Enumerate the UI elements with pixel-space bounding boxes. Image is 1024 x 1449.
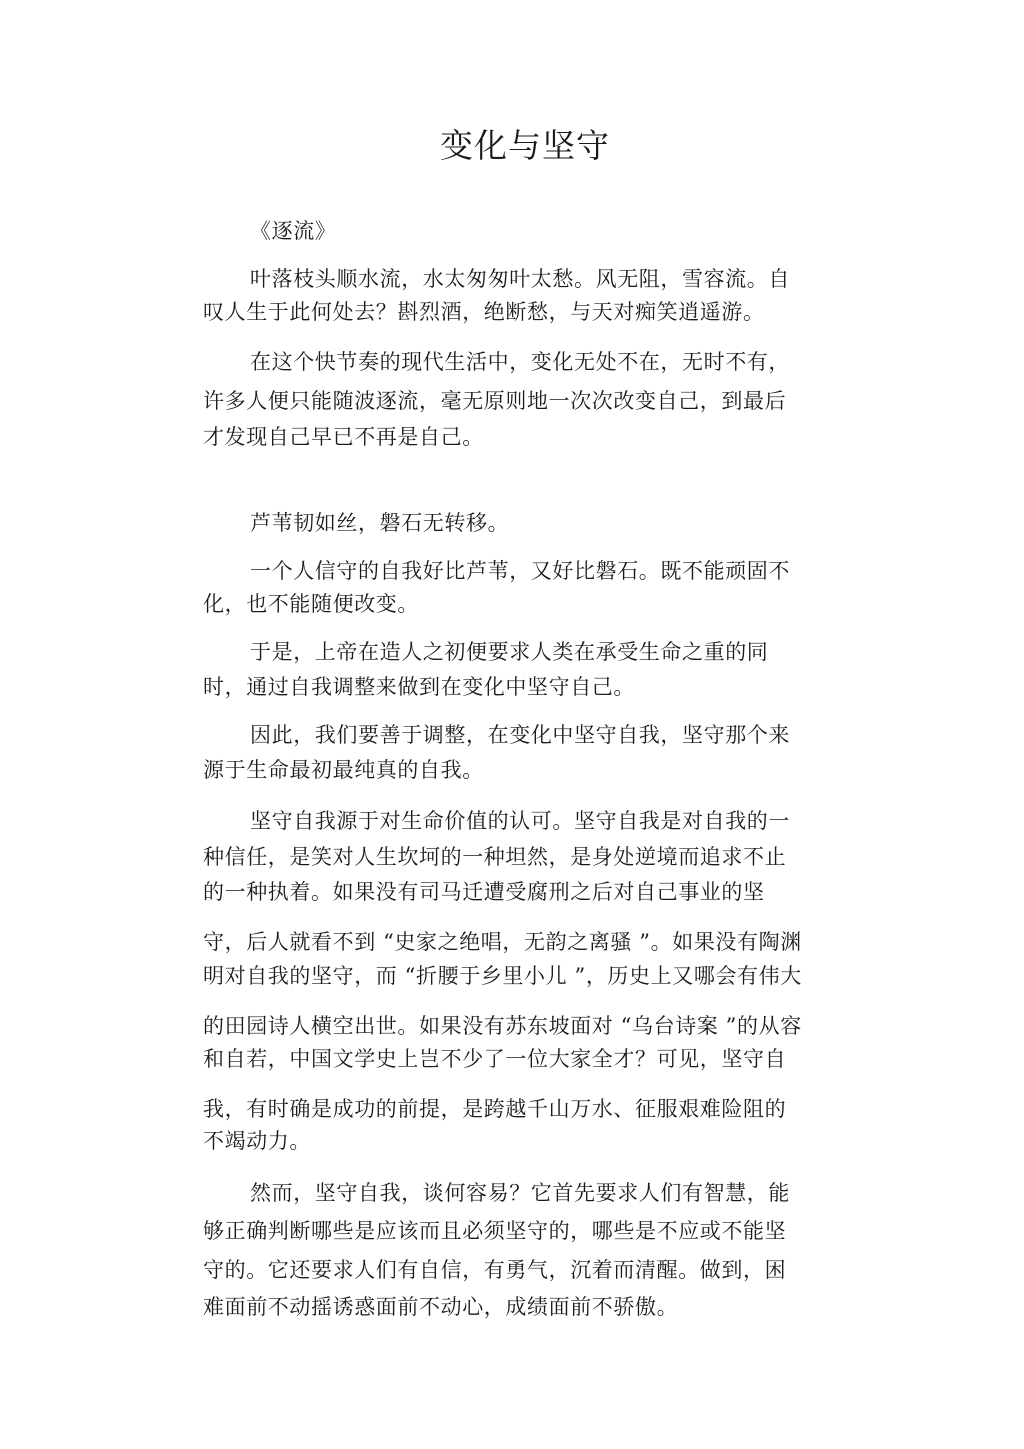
text-line: 不竭动力。 (203, 1129, 311, 1153)
text-line: 的田园诗人横空出世。如果没有苏东坡面对 “乌台诗案 ”的从容 (203, 1014, 802, 1038)
document-title: 变化与坚守 (440, 126, 610, 165)
text-line: 叹人生于此何处去？斟烈酒，绝断愁，与天对痴笑逍遥游。 (203, 300, 765, 324)
text-line: 守的。它还要求人们有自信，有勇气，沉着而清醒。做到，困 (203, 1258, 787, 1282)
text-line: 源于生命最初最纯真的自我。 (203, 758, 484, 782)
text-line: 守，后人就看不到 “史家之绝唱，无韵之离骚 ”。如果没有陶渊 (203, 930, 802, 954)
text-line: 因此，我们要善于调整，在变化中坚守自我，坚守那个来 (250, 723, 790, 747)
text-line: 许多人便只能随波逐流，毫无原则地一次次改变自己，到最后 (203, 389, 787, 413)
text-line: 一个人信守的自我好比芦苇，又好比磐石。既不能顽固不 (250, 559, 790, 583)
text-line: 我，有时确是成功的前提，是跨越千山万水、征服艰难险阻的 (203, 1097, 787, 1121)
text-line: 芦苇韧如丝，磐石无转移。 (250, 511, 510, 535)
text-line: 然而，坚守自我，谈何容易？它首先要求人们有智慧，能 (250, 1181, 790, 1205)
text-line: 才发现自己早已不再是自己。 (203, 425, 484, 449)
text-line: 在这个快节奏的现代生活中，变化无处不在，无时不有， (250, 350, 790, 374)
text-line: 坚守自我源于对生命价值的认可。坚守自我是对自我的一 (250, 809, 790, 833)
text-line: 难面前不动摇诱惑面前不动心，成绩面前不骄傲。 (203, 1295, 679, 1319)
text-line: 时，通过自我调整来做到在变化中坚守自己。 (203, 675, 635, 699)
text-line: 明对自我的坚守，而 “折腰于乡里小儿 ”，历史上又哪会有伟大 (203, 964, 802, 988)
text-line: 化，也不能随便改变。 (203, 592, 419, 616)
text-line: 够正确判断哪些是应该而且必须坚守的，哪些是不应或不能坚 (203, 1219, 787, 1243)
text-line: 的一种执着。如果没有司马迁遭受腐刑之后对自己事业的坚 (203, 880, 765, 904)
text-line: 叶落枝头顺水流，水太匆匆叶太愁。风无阻，雪容流。自 (250, 267, 790, 291)
text-line: 于是，上帝在造人之初便要求人类在承受生命之重的同 (250, 640, 769, 664)
text-line: 种信任，是笑对人生坎坷的一种坦然，是身处逆境而追求不止 (203, 845, 787, 869)
text-line: 和自若，中国文学史上岂不少了一位大家全才？可见，坚守自 (203, 1047, 787, 1071)
poem-title: 《逐流》 (250, 219, 337, 243)
